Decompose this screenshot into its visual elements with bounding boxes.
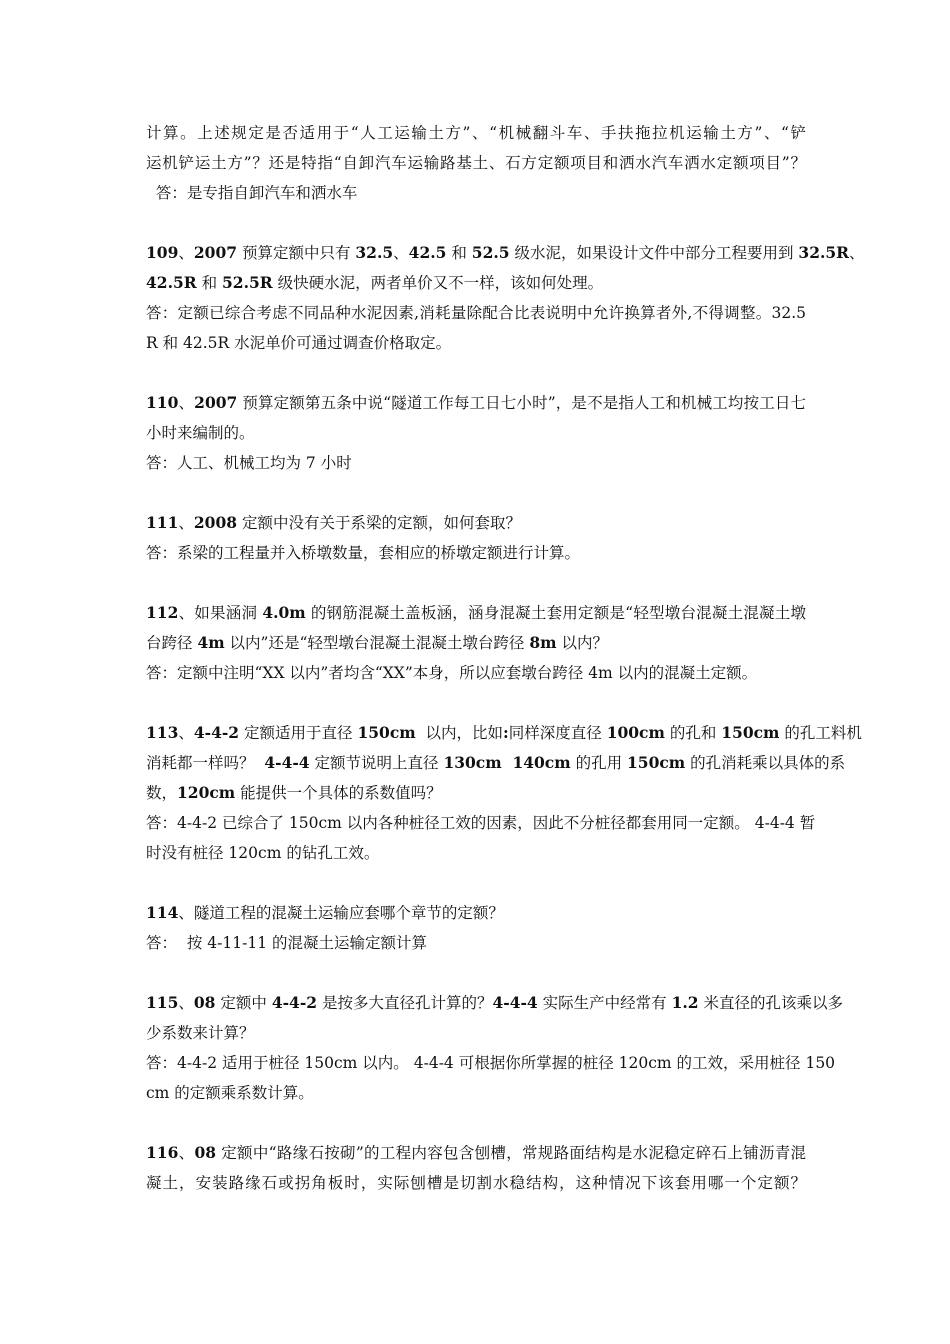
answer-113-line-2: 时没有桩径 120cm 的钻孔工效。: [146, 844, 380, 862]
answer-111: 答：系梁的工程量并入桥墩数量，套相应的桥墩定额进行计算。: [146, 544, 581, 562]
question-113-line-1: 113、4-4-2 定额适用于直径 150cm 以内，比如:同样深度直径 100cm 的孔和 150cm 的孔工料机: [146, 723, 862, 742]
text-line: 计算。上述规定是否适用于“人工运输土方”、“机械翻斗车、手扶拖拉机运输土方”、“铲: [146, 124, 806, 142]
question-113-line-2: 消耗都一样吗？ 4-4-4 定额节说明上直径 130cm 140cm 的孔用 150cm 的孔消耗乘以具体的系: [146, 753, 846, 772]
question-109-line-2: 42.5R 和 52.5R 级快硬水泥，两者单价又不一样，该如何处理。: [146, 273, 604, 292]
question-113-line-3: 数，120cm 能提供一个具体的系数值吗？: [146, 783, 442, 802]
answer-110: 答：人工、机械工均为 7 小时: [146, 454, 352, 472]
answer-109-line-2: R 和 42.5R 水泥单价可通过调查价格取定。: [146, 334, 452, 352]
question-115-line-2: 少系数来计算？: [146, 1024, 255, 1042]
answer-113-line-1: 答：4-4-2 已综合了 150cm 以内各种桩径工效的因素，因此不分桩径都套用同一定额。 4-4-4 暂: [146, 814, 816, 832]
paragraph-gap: [146, 358, 806, 388]
answer-112: 答：定额中注明“XX 以内”者均含“XX”本身，所以应套墩台跨径 4m 以内的混凝土定额。: [146, 664, 758, 682]
paragraph-gap: [146, 688, 806, 718]
question-112-line-1: 112、如果涵洞 4.0m 的钢筋混凝土盖板涵，涵身混凝土套用定额是“轻型墩台混凝土混凝土墩: [146, 603, 806, 622]
answer-109-line-1: 答：定额已综合考虑不同品种水泥因素,消耗量除配合比表说明中允许换算者外,不得调整。32.5: [146, 304, 806, 322]
question-116-line-1: 116、08 定额中“路缘石按砌”的工程内容包含刨槽，常规路面结构是水泥稳定碎石上铺沥青混: [146, 1143, 806, 1162]
answer-line: 答：是专指自卸汽车和洒水车: [146, 184, 358, 202]
question-112-line-2: 台跨径 4m 以内”还是“轻型墩台混凝土混凝土墩台跨径 8m 以内？: [146, 633, 608, 652]
question-111: 111、2008 定额中没有关于系梁的定额，如何套取？: [146, 513, 521, 532]
answer-115-line-1: 答：4-4-2 适用于桩径 150cm 以内。 4-4-4 可根据你所掌握的桩径 120cm 的工效，采用桩径 150: [146, 1054, 836, 1072]
text-line: 运机铲运土方”？还是特指“自卸汽车运输路基土、石方定额项目和洒水汽车洒水定额项目”？: [146, 154, 806, 172]
question-109-line-1: 109、2007 预算定额中只有 32.5、42.5 和 52.5 级水泥，如果设计文件中部分工程要用到 32.5R、: [146, 243, 865, 262]
question-110-line-1: 110、2007 预算定额第五条中说“隧道工作每工日七小时”，是不是指人工和机械工均按工日七: [146, 393, 806, 412]
paragraph-gap: [146, 208, 806, 238]
paragraph-gap: [146, 958, 806, 988]
paragraph-gap: [146, 868, 806, 898]
question-110-line-2: 小时来编制的。: [146, 424, 255, 442]
answer-114: 答： 按 4-11-11 的混凝土运输定额计算: [146, 934, 427, 952]
question-114: 114、隧道工程的混凝土运输应套哪个章节的定额？: [146, 903, 504, 922]
question-116-line-2: 凝土，安装路缘石或拐角板时，实际刨槽是切割水稳结构，这种情况下该套用哪一个定额？: [146, 1174, 806, 1192]
paragraph-gap: [146, 568, 806, 598]
document-page: [146, 118, 865, 1198]
paragraph-gap: [146, 478, 806, 508]
paragraph-gap: [146, 1108, 806, 1138]
question-115-line-1: 115、08 定额中 4-4-2 是按多大直径孔计算的？4-4-4 实际生产中经常有 1.2 米直径的孔该乘以多: [146, 993, 843, 1012]
answer-115-line-2: cm 的定额乘系数计算。: [146, 1084, 314, 1102]
